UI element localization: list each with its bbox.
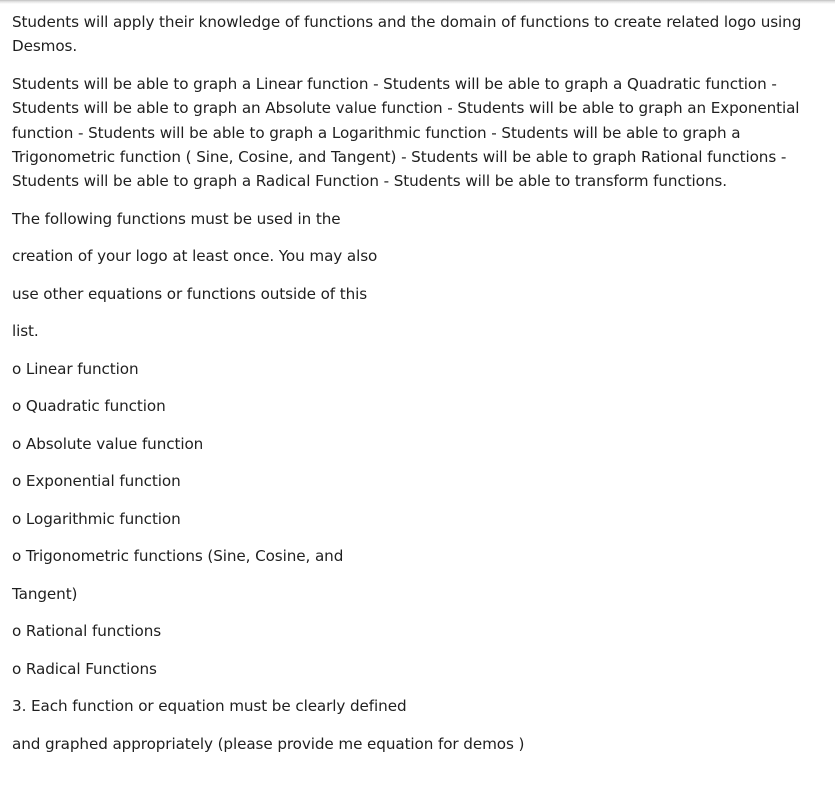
requirement-line: and graphed appropriately (please provide me equation for demos ) [12, 734, 525, 753]
intro-paragraph: Students will apply their knowledge of functions and the domain of functions to create related logo using Desmos. [12, 13, 802, 56]
list-item: o Trigonometric functions (Sine, Cosine, and [12, 547, 344, 566]
list-item: o Radical Functions [12, 659, 157, 678]
list-item-continuation: Tangent) [12, 584, 78, 603]
list-item: o Logarithmic function [12, 509, 181, 528]
requirement-line: The following functions must be used in the [12, 209, 341, 228]
list-item: o Quadratic function [12, 397, 166, 416]
list-item: o Absolute value function [12, 434, 204, 453]
requirement-line: 3. Each function or equation must be clearly defined [12, 697, 407, 716]
list-item: o Rational functions [12, 622, 162, 641]
list-item: o Linear function [12, 359, 139, 378]
top-divider [0, 0, 835, 4]
objectives-paragraph: Students will be able to graph a Linear function - Students will be able to graph a Quadratic function - Students will be able to graph an Absolute value function - Students will be able to graph an Exponential function - Students will be able to graph a Logarithmic function - Students will be able to graph a Trigonometric function ( Sine, Cosine, and Tangent) - Students will be able to graph Rational functions - Students will be able to graph a Radical Function - Students will be able to transform functions. [12, 74, 800, 191]
requirement-line: use other equations or functions outside of this [12, 284, 368, 303]
requirement-line: creation of your logo at least once. You may also [12, 247, 378, 266]
list-item: o Exponential function [12, 472, 181, 491]
document-body [12, 10, 827, 769]
requirement-line: list. [12, 322, 39, 341]
